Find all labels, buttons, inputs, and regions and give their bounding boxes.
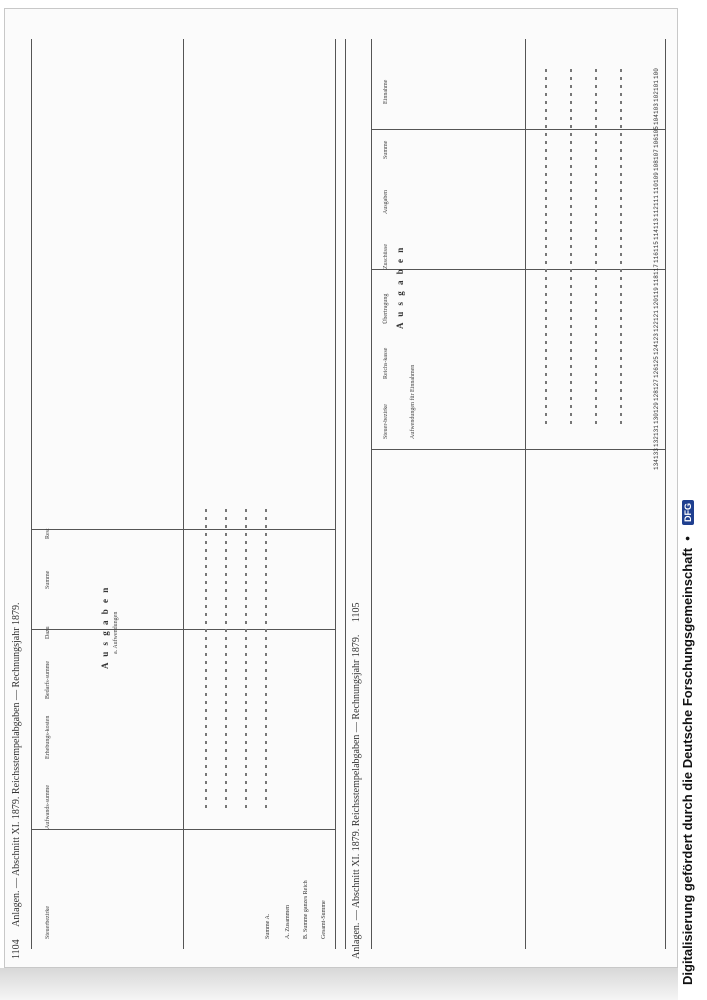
right-page-number: 1105 <box>351 602 362 623</box>
right-col-6: Summe <box>383 140 389 159</box>
row-number: 106 <box>653 137 660 148</box>
left-col-6: Summe <box>45 570 51 589</box>
row-number: 117 <box>653 263 660 275</box>
row-number: 128 <box>653 390 660 401</box>
row-number: 103 <box>653 102 660 114</box>
right-col-7: Einnahme <box>383 79 389 104</box>
right-page-header-text: Anlagen. — Abschnitt XI. 1879. Reichsstempelabgaben — Rechnungsjahr 1879. <box>351 634 362 959</box>
row-number: 102 <box>653 91 660 102</box>
right-col-2: Reichs-kasse <box>383 347 389 379</box>
row-number: 105 <box>653 125 660 137</box>
left-summary-4: Gesamt-Summe <box>321 900 327 939</box>
row-number: 122 <box>653 321 660 332</box>
left-section-title: A u s g a b e n <box>100 585 110 669</box>
row-number: 133 <box>653 447 660 459</box>
left-page-number: 1104 <box>11 939 22 959</box>
row-number: 104 <box>653 114 660 125</box>
row-number: 116 <box>653 252 660 263</box>
scan-shadow <box>0 968 707 1000</box>
row-number: 118 <box>653 275 660 286</box>
row-number: 126 <box>653 367 660 378</box>
row-number: 115 <box>653 240 660 252</box>
left-col-4: Bedarfs-summe <box>45 661 51 699</box>
right-col-3: Übertragung <box>383 293 389 324</box>
row-number: 127 <box>653 378 660 390</box>
row-number: 124 <box>653 344 660 355</box>
left-col-3: Erhebungs-kosten <box>45 715 51 759</box>
left-sub-title: a. Aufwendungen <box>113 611 119 654</box>
right-page-header <box>351 39 362 959</box>
row-number: 108 <box>653 160 660 171</box>
row-number: 130 <box>653 413 660 424</box>
left-col-5: Dazu <box>45 626 51 639</box>
right-sub-title: Aufwendungen für Einnahmen <box>410 364 416 439</box>
left-summary-1: Summe A. <box>265 913 271 939</box>
row-number: 125 <box>653 355 660 367</box>
dfg-watermark: Digitalisierung gefördert durch die Deutsche Forschungsgemeinschaft • DFG <box>680 10 706 985</box>
row-number: 114 <box>653 229 660 240</box>
right-col-1: Steuer-bezirke <box>383 404 389 439</box>
left-page-header-text: Anlagen. — Abschnitt XI. 1879. Reichsstempelabgaben — Rechnungsjahr 1879. <box>11 602 22 927</box>
left-col-1: Steuerbezirke <box>45 906 51 939</box>
right-section-title: A u s g a b e n <box>395 245 405 329</box>
row-number: 119 <box>653 286 660 298</box>
left-col-2: Aufwands-summe <box>45 785 51 829</box>
left-col-7: Rest <box>45 528 51 539</box>
row-number: 113 <box>653 217 660 229</box>
row-number: 131 <box>653 424 660 436</box>
row-number: 112 <box>653 206 660 217</box>
watermark-text: Digitalisierung gefördert durch die Deutsche Forschungsgemeinschaft <box>680 547 695 985</box>
row-number: 129 <box>653 401 660 413</box>
left-page-header <box>11 39 22 959</box>
row-number: 132 <box>653 436 660 447</box>
scanned-table-spread <box>4 8 678 968</box>
row-number: 109 <box>653 171 660 183</box>
row-number: 100 <box>653 68 660 79</box>
row-number: 111 <box>653 194 660 206</box>
row-number: 101 <box>653 79 660 91</box>
row-number: 120 <box>653 298 660 309</box>
row-number: 123 <box>653 332 660 344</box>
row-number: 134 <box>653 459 660 470</box>
dfg-logo: DFG <box>682 500 694 525</box>
row-number: 110 <box>653 183 660 194</box>
left-summary-2: A. Zusammen <box>285 905 291 939</box>
left-summary-3: B. Summe ganzes Reich <box>303 880 309 939</box>
right-col-5: Ausgaben <box>383 190 389 214</box>
row-number: 107 <box>653 148 660 160</box>
right-col-4: Zuschüsse <box>383 244 389 269</box>
row-number: 121 <box>653 309 660 321</box>
